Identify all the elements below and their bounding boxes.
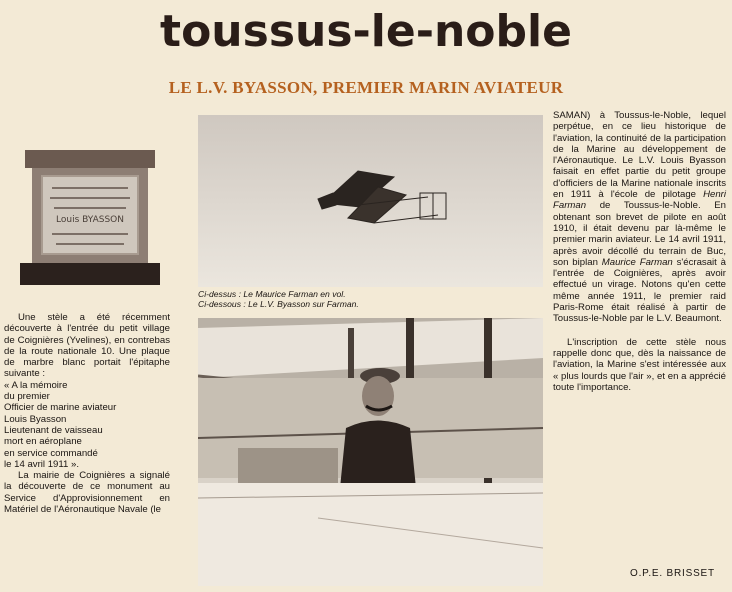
plane-name: Maurice Farman xyxy=(601,256,673,268)
right-text-a: SAMAN) à Toussus-le-Noble, lequel perpétue, en ce lieu historique de l'aviation, la continuité de la participation de la Marine au développement de l'Aéronautique. Le L.V. Louis Byasson faisait en effet partie du petit groupe d'officiers de la Marine nationale inscrits en 1911 à l'école de pilotage xyxy=(553,110,726,201)
intro-paragraph: Une stèle a été récemment découverte à l'entrée du petit village de Coignières (Yvelines), en contrebas de la route nationale 10. Une plaque de marbre blanc portait l'épitaphe suivante : xyxy=(4,312,170,380)
left-column xyxy=(4,312,170,515)
epitaph xyxy=(4,380,170,470)
photo-captions xyxy=(198,289,543,309)
caption-above: Ci-dessus : Le Maurice Farman en vol. xyxy=(198,289,346,299)
epitaph-line: du premier xyxy=(4,391,50,403)
epitaph-line: en service commandé xyxy=(4,447,98,459)
epitaph-line: Louis Byasson xyxy=(4,413,67,425)
author-signature: O.P.E. BRISSET xyxy=(630,568,715,579)
epitaph-line: Officier de marine aviateur xyxy=(4,402,117,414)
page-title: toussus-le-noble xyxy=(160,6,572,57)
epitaph-line: le 14 avril 1911 ». xyxy=(4,458,80,470)
right-text-c: s'écrasait à l'entrée de Coignières, après avoir effectué un virage. Notons qu'en cette même année 1911, le premier raid Paris-Rome était réalisé à partir de Toussus-le-Noble par le L.V. Beaumont. xyxy=(553,256,726,325)
article-subtitle: LE L.V. BYASSON, PREMIER MARIN AVIATEUR xyxy=(168,78,564,97)
epitaph-line: mort en aéroplane xyxy=(4,436,82,448)
epitaph-line: Lieutenant de vaisseau xyxy=(4,424,103,436)
pilot-on-farman-photo xyxy=(198,318,543,586)
right-text-b: de Toussus-le-Noble. En obtenant son brevet de pilote en août 1910, il était devenu par là-même le premier marin aviateur. Le 14 avril 1911, après avoir décollé du terrain de Buc, son biplan xyxy=(553,200,726,268)
stele-inscription: Louis BYASSON xyxy=(56,215,124,225)
school-name: Henri Farman xyxy=(553,189,726,212)
right-paragraph-2: L'inscription de cette stèle nous rappelle donc que, dès la naissance de l'aviation, la Marine s'est intéressée aux « plus lourds que l'air », et en a apprécié toute l'importance. xyxy=(553,336,726,393)
stele-photo xyxy=(20,150,160,285)
right-column xyxy=(553,110,726,393)
right-paragraph-1 xyxy=(553,110,726,325)
second-paragraph: La mairie de Coignières a signalé la découverte de ce monument au Service d'Approvisionnement en Matériel de l'Aéronautique Navale (le xyxy=(4,470,170,516)
plane-in-flight-photo xyxy=(198,115,543,287)
caption-below: Ci-dessous : Le L.V. Byasson sur Farman. xyxy=(198,299,359,309)
epitaph-line: « A la mémoire xyxy=(4,379,68,391)
